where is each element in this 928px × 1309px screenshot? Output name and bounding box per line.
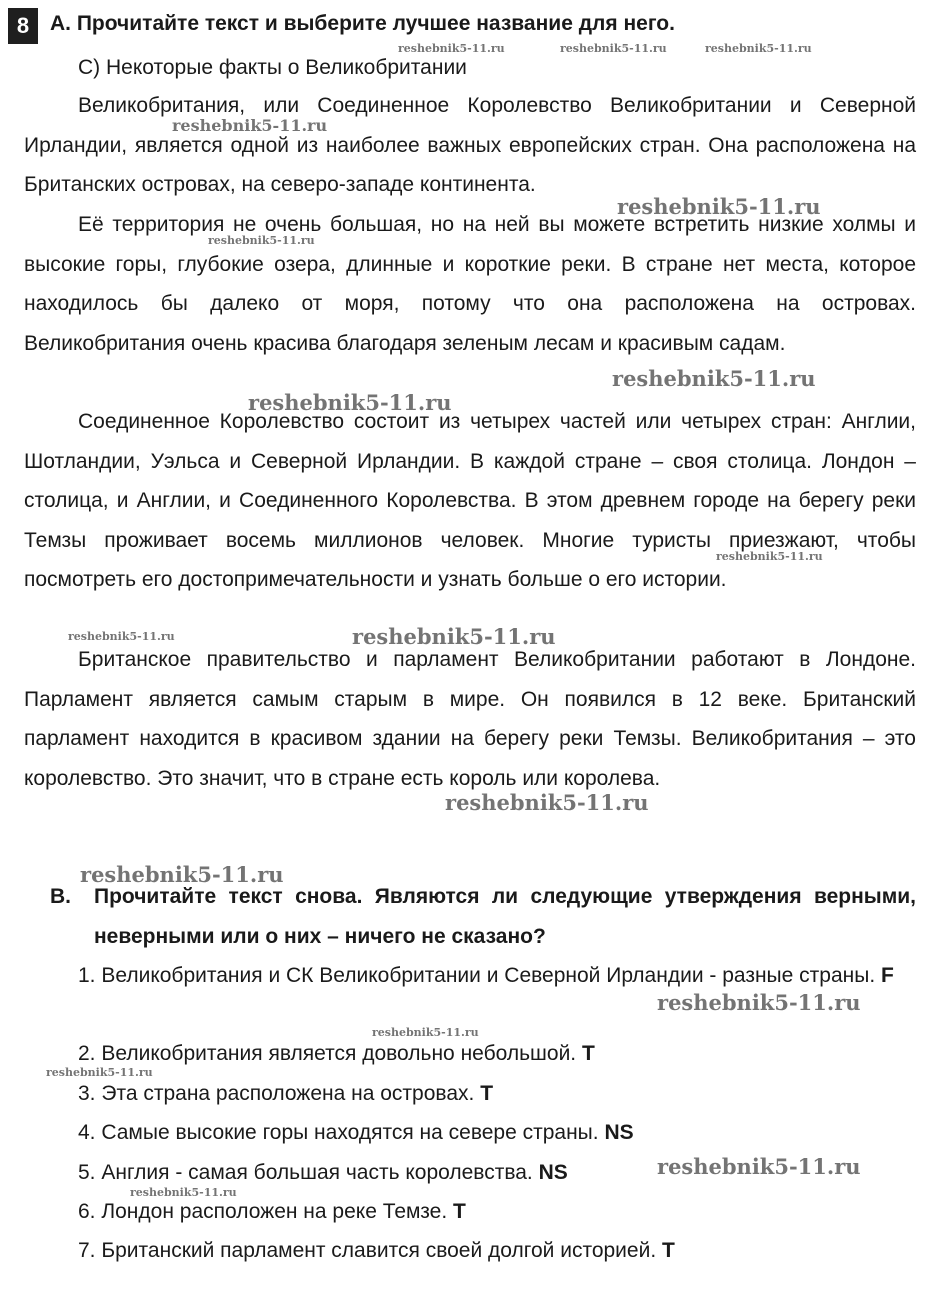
- statement-6-text: 6. Лондон расположен на реке Темзе.: [78, 1200, 448, 1223]
- statement-4: [78, 1113, 634, 1153]
- statement-5-text: 5. Англия - самая большая часть королевства.: [78, 1161, 533, 1184]
- watermark: reshebnik5-11.ru: [716, 550, 823, 563]
- task-a-heading: A. Прочитайте текст и выберите лучшее название для него.: [50, 12, 675, 35]
- watermark: reshebnik5-11.ru: [398, 42, 505, 55]
- statement-2-text: 2. Великобритания является довольно небольшой.: [78, 1042, 577, 1065]
- watermark: reshebnik5-11.ru: [612, 366, 816, 391]
- watermark: reshebnik5-11.ru: [172, 116, 328, 135]
- watermark: reshebnik5-11.ru: [248, 390, 452, 415]
- task-b-label: B.: [50, 885, 71, 908]
- statement-4-answer: NS: [604, 1121, 634, 1144]
- watermark: reshebnik5-11.ru: [560, 42, 667, 55]
- paragraph-4: Британское правительство и парламент Великобритании работают в Лондоне. Парламент является самым старым в мире. Он появился в 12 веке. Британский парламент находится в красивом здании на берегу реки Темзы. Великобритания – это королевство. Это значит, что в стране есть король или королева.: [24, 648, 916, 790]
- watermark: reshebnik5-11.ru: [68, 630, 175, 643]
- statement-7-text: 7. Британский парламент славится своей долгой историей.: [78, 1239, 657, 1262]
- paragraph-2: Её территория не очень большая, но на ней вы можете встретить низкие холмы и высокие горы, глубокие озера, длинные и короткие реки. В стране нет места, которое находилось бы далеко от моря, потому что она расположена на островах. Великобритания очень красива благодаря зеленым лесам и красивым садам.: [24, 213, 916, 355]
- task-number-badge: 8: [8, 8, 38, 44]
- watermark: reshebnik5-11.ru: [372, 1026, 479, 1039]
- watermark: reshebnik5-11.ru: [617, 194, 821, 219]
- watermark: reshebnik5-11.ru: [445, 790, 649, 815]
- statement-4-text: 4. Самые высокие горы находятся на севере страны.: [78, 1121, 599, 1144]
- statement-6-answer: T: [453, 1200, 466, 1223]
- paragraph-1: Великобритания, или Соединенное Королевство Великобритании и Северной Ирландии, является одной из наиболее важных европейских стран. Она расположена на Британских островах, на северо-западе континента.: [24, 94, 916, 196]
- watermark: reshebnik5-11.ru: [80, 862, 284, 887]
- watermark: reshebnik5-11.ru: [208, 234, 315, 247]
- statement-7: [78, 1231, 675, 1271]
- watermark: reshebnik5-11.ru: [657, 1154, 861, 1179]
- statement-3-answer: T: [480, 1082, 494, 1105]
- statement-2-answer: T: [582, 1042, 595, 1065]
- statement-2: [78, 1034, 595, 1074]
- watermark: reshebnik5-11.ru: [46, 1066, 153, 1079]
- paragraph-3: Соединенное Королевство состоит из четырех частей или четырех стран: Англии, Шотландии, Уэльса и Северной Ирландии. В каждой стране – своя столица. Лондон – столица, и Англии, и Соединенного Королевства. В этом древнем городе на берегу реки Темзы проживает восемь миллионов человек. Многие туристы приезжают, чтобы посмотреть его достопримечательности и узнать больше о его истории.: [24, 410, 916, 591]
- task-b-text: Прочитайте текст снова. Являются ли следующие утверждения верными, неверными или о них – ничего не сказано?: [94, 885, 916, 948]
- statement-1-text: 1. Великобритания и СК Великобритании и Северной Ирландии - разные страны.: [78, 964, 876, 987]
- statement-3: [78, 1074, 493, 1114]
- watermark: reshebnik5-11.ru: [705, 42, 812, 55]
- task-a-answer: C) Некоторые факты о Великобритании: [78, 56, 467, 79]
- statement-5-answer: NS: [538, 1161, 568, 1184]
- statement-7-answer: T: [662, 1239, 675, 1262]
- task-b-heading: [50, 877, 916, 957]
- watermark: reshebnik5-11.ru: [352, 624, 556, 649]
- watermark: reshebnik5-11.ru: [657, 990, 861, 1015]
- statement-3-text: 3. Эта страна расположена на островах.: [78, 1082, 475, 1105]
- statement-1-answer: F: [881, 964, 894, 987]
- watermark: reshebnik5-11.ru: [130, 1186, 237, 1199]
